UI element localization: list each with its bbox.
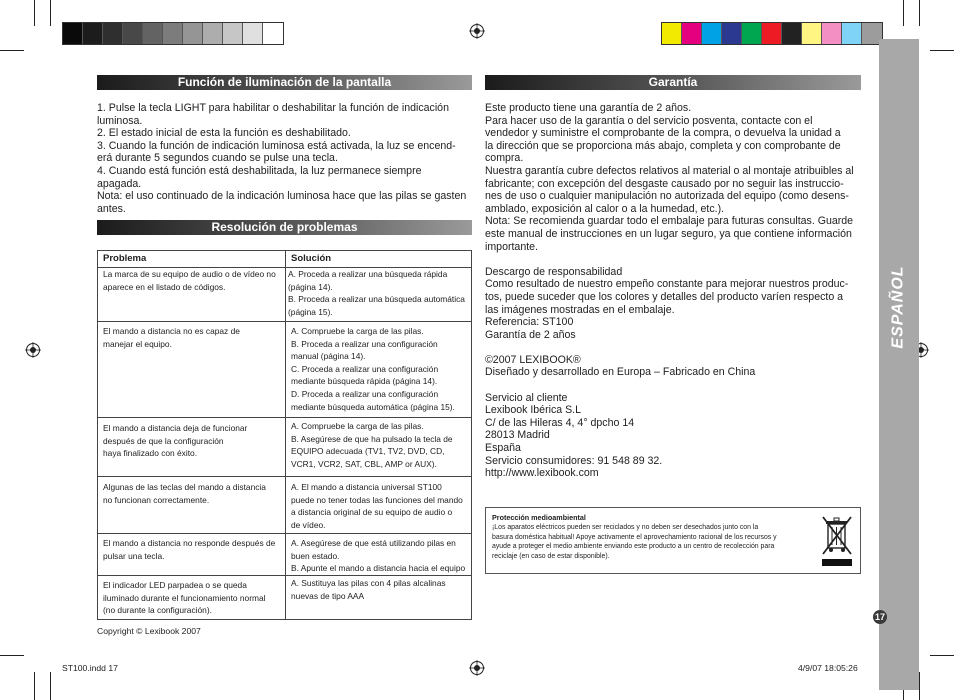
color-swatch [802,23,822,44]
problem-cell: El mando a distancia no es capaz de manejar el equipo. [103,326,240,349]
file-name: ST100.indd 17 [62,663,118,673]
problem-cell: La marca de su equipo de audio o de vídeo no aparece en el listado de códigos. [103,269,276,292]
color-swatch [123,23,143,44]
solution-cell: A. El mando a distancia universal ST100 puede no tener todas las funciones del mando a distancia original de su equipo de audio o de vídeo. [291,482,463,530]
environment-text: ¡Los aparatos eléctricos pueden ser reciclados y no deben ser desechados junto con la basura doméstica habitual! Apoye activamente el aprovechamiento racional de los recursos y ayude a proteger el medio ambiente enviando este producto a un centro de recolección para reciclaje (en caso de estar disponible). [492,524,777,560]
registration-mark-icon [25,342,41,358]
page-number: 17 [874,612,885,622]
color-swatch [83,23,103,44]
process-color-bar [661,22,883,45]
color-swatch [243,23,263,44]
table-row [98,575,471,619]
color-swatch [742,23,762,44]
solution-cell: A. Sustituya las pilas con 4 pilas alcalinas nuevas de tipo AAA [291,578,446,601]
timestamp: 4/9/07 18:05:26 [798,663,858,673]
color-swatch [822,23,842,44]
language-tab-label: ESPAÑOL [890,265,907,349]
color-swatch [223,23,243,44]
problem-cell: El mando a distancia deja de funcionar después de que la configuración haya finalizado con éxito. [103,423,248,459]
color-swatch [702,23,722,44]
color-swatch [163,23,183,44]
table-row [98,533,471,575]
column-header-solution: Solución [291,253,332,264]
color-swatch [782,23,802,44]
problem-cell: Algunas de las teclas del mando a distancia no funcionan correctamente. [103,482,266,505]
solution-cell: A. Asegúrese de que está utilizando pilas en buen estado. B. Apunte el mando a distancia hacia el equipo [291,538,466,574]
color-swatch [63,23,83,44]
problem-cell: El indicador LED parpadea o se queda iluminado durante el funcionamiento normal (no durante la configuración). [103,580,266,616]
registration-mark-icon [469,23,485,39]
color-swatch [662,23,682,44]
solution-cell: A. Proceda a realizar una búsqueda rápida (página 14). B. Proceda a realizar una búsqueda automática (página 15). [288,269,465,317]
color-swatch [183,23,203,44]
column-header-problem: Problema [103,253,147,264]
crossed-bin-icon [822,514,852,568]
troubleshooting-header: Resolución de problemas [97,220,472,235]
color-swatch [103,23,123,44]
table-row [98,476,471,533]
problem-cell: El mando a distancia no responde después de pulsar una tecla. [103,538,276,561]
registration-mark-icon [469,660,485,676]
color-swatch [263,23,283,44]
copyright-text: Copyright © Lexibook 2007 [97,626,201,636]
solution-cell: A. Compruebe la carga de las pilas. B. Proceda a realizar una configuración manual (página 14). C. Proceda a realizar una configuración mediante búsqueda rápida (página 14). D. Proceda a realizar una configuración mediante búsqueda automática (página 15). [291,326,455,412]
color-swatch [842,23,862,44]
illumination-text: 1. Pulse la tecla LIGHT para habilitar o deshabilitar la función de indicación luminosa. 2. El estado inicial de esta la función es deshabilitado. 3. Cuando la función de indicación luminosa está activada, la luz se encend- erá durante 5 segundos cuando se pulse una tecla. 4. Cuando está función está deshabilitada, la luz permanece siempre apagada. Nota: el uso continuado de la indicación luminosa hace que las pilas se gasten antes. [97,102,467,215]
environment-title: Protección medioambiental [492,513,586,522]
color-swatch [143,23,163,44]
language-tab [879,39,919,690]
solution-cell: A. Compruebe la carga de las pilas. B. Asegúrese de que ha pulsado la tecla de EQUIPO adecuada (TV1, TV2, DVD, CD, VCR1, VCR2, SAT, CBL, AMP or AUX). [291,421,453,469]
grayscale-color-bar [62,22,284,45]
table-row [98,417,471,476]
color-swatch [762,23,782,44]
column-divider [285,251,286,267]
warranty-header: Garantía [485,75,861,90]
warranty-text: Este producto tiene una garantía de 2 años. Para hacer uso de la garantía o del servicio posventa, contacte con el vendedor y suministre el comprobante de la compra, o devuelva la unidad a la dirección que se proporciona más abajo, completa y con comprobante de compra. Nuestra garantía cubre defectos relativos al material o al montaje atribuibles al fabricante; con excepción del desgaste causado por no seguir las instruccio- nes de uso o cualquier manipulación no autorizada del equipo (como desens- amblado, exposición al calor o a la humedad, etc.). Nota: Se recomienda guardar todo el embalaje para futuras consultas. Guarde este manual de instrucciones en un lugar seguro, ya que contiene información importante. Descargo de responsabilidad Como resultado de nuestro empeño constante para mejorar nuestros produc- tos, puede suceder que los colores y detalles del producto varíen respecto a las imágenes mostradas en el embalaje. Referencia: ST100 Garantía de 2 años ©2007 LEXIBOOK® Diseñado y desarrollado en Europa – Fabricado en China Servicio al cliente Lexibook Ibérica S.L C/ de las Hileras 4, 4° dpcho 14 28013 Madrid España Servicio consumidores: 91 548 89 32. http://www.lexibook.com [485,102,854,480]
color-swatch [682,23,702,44]
table-header [98,251,471,268]
environment-notice [485,507,861,574]
table-row [98,267,471,321]
illumination-header: Función de iluminación de la pantalla [97,75,472,90]
color-swatch [722,23,742,44]
troubleshooting-table [97,250,472,620]
table-row [98,321,471,417]
color-swatch [203,23,223,44]
